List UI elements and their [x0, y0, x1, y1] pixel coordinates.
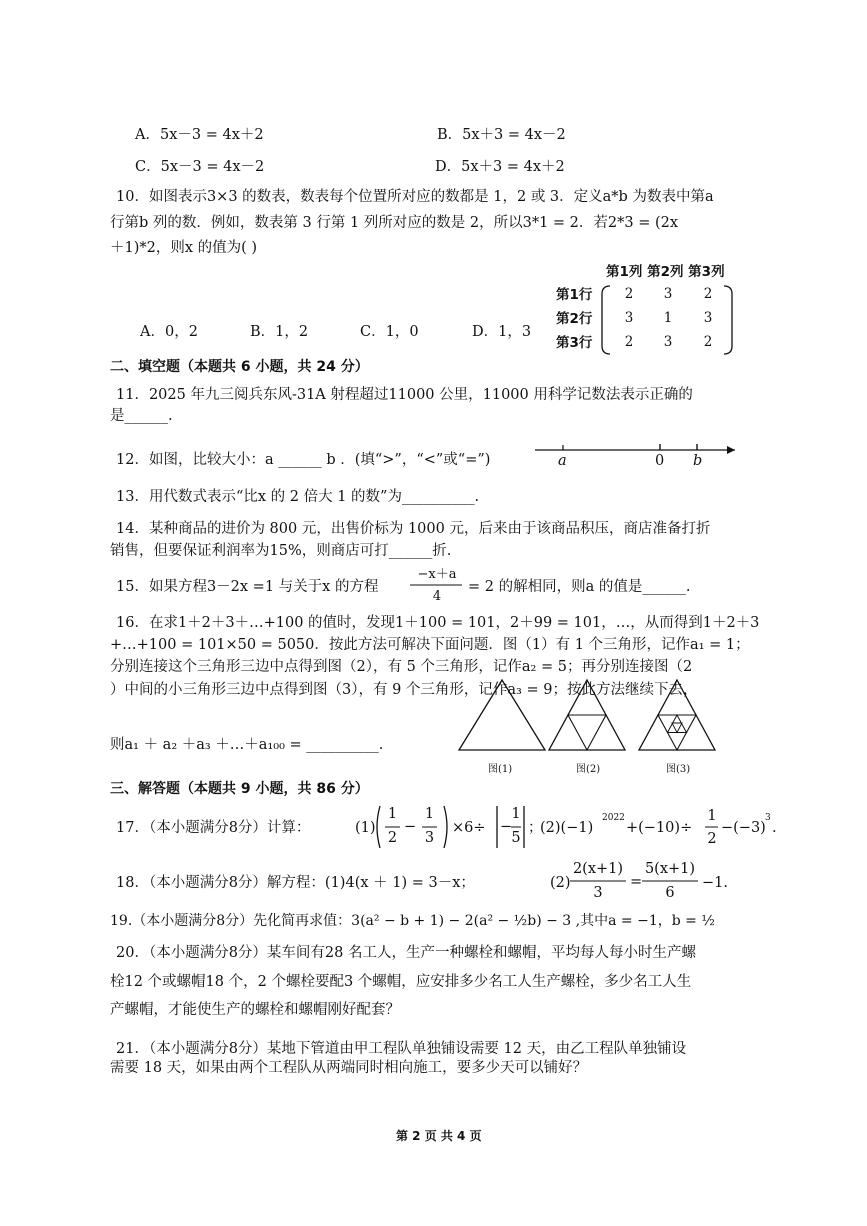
q9-option-c: C．5x－3 = 4x－2: [135, 159, 265, 175]
q17-p2-num: 1: [707, 808, 717, 824]
q17-p1-den2: 3: [424, 830, 435, 846]
q19-text: 19.（本小题满分8分）先化简再求值：3(a² − b + 1) − 2(a² − ½b) − 3 ,其中a = −1，b = ½: [110, 913, 715, 929]
matrix-cell: 2: [703, 286, 713, 302]
q10-line1: 10．如图表示3×3 的数表，数表每个位置所对应的数都是 1，2 或 3．定义a*b 为数表中第a: [116, 189, 714, 205]
matrix-cell: 2: [624, 286, 634, 302]
q17-p1-mid: ×6÷: [452, 820, 486, 836]
figure-caption: 图(3): [666, 764, 691, 775]
q15-post: = 2 的解相同，则a 的值是______.: [468, 579, 691, 595]
q17-p2-exp: 2022: [602, 813, 625, 823]
q17-p2-label: (2)(−1): [540, 820, 594, 836]
triangle-figure-3: [637, 678, 719, 752]
q17-p2-tail: −(−3): [721, 820, 766, 836]
matrix-cell: 3: [663, 334, 673, 350]
q9-option-d: D．5x＋3 = 4x＋2: [435, 159, 565, 175]
q17-p1-den3: 5: [511, 830, 521, 846]
matrix-row-label: 第1行: [556, 287, 593, 303]
q18-p2-end: −1.: [702, 875, 728, 891]
q15-fraction-num: −x＋a: [417, 567, 457, 582]
matrix-row-label: 第3行: [556, 335, 593, 351]
page-number: 第 2 页 共 4 页: [396, 1129, 482, 1143]
q9-option-a: A．5x－3 = 4x＋2: [135, 127, 264, 143]
q20-line3: 产螺帽，才能使生产的螺栓和螺帽刚好配套？: [110, 1002, 400, 1018]
q18-lead: 18．（本小题满分8分）解方程：(1)4(x ＋ 1) = 3－x；: [116, 875, 475, 891]
q10-option-d: D．1，3: [472, 324, 532, 340]
number-line-label-0: 0: [655, 453, 665, 469]
q14-line1: 14．某种商品的进价为 800 元，出售价标为 1000 元，后来由于该商品积压，商店准备打折: [116, 521, 711, 537]
q11-line2: 是______.: [110, 408, 173, 424]
q13-text: 13．用代数式表示“比x 的 2 倍大 1 的数”为__________.: [116, 489, 480, 505]
matrix-cell: 3: [703, 310, 713, 326]
number-line-label-a: a: [558, 453, 567, 469]
q16-line4: ）中间的小三角形三边中点得到图（3），有 9 个三角形，记作a₃ = 9；按此方法继续下去，: [110, 682, 698, 698]
q10-line2: 行第b 列的数．例如，数表第 3 行第 1 列所对应的数是 2，所以3*1 = 2．若2*3 = (2x: [110, 215, 679, 231]
section-title: 二、填空题（本题共 6 小题，共 24 分）: [110, 359, 369, 375]
q17-p2-den: 2: [707, 831, 717, 847]
q17-p1-num3: 1: [511, 806, 521, 822]
matrix-cell: 3: [663, 286, 673, 302]
matrix-cell: 2: [703, 334, 713, 350]
q18-p2-den1: 3: [593, 885, 603, 901]
section-title: 三、解答题（本题共 9 小题，共 86 分）: [110, 781, 369, 797]
q18-p2-den2: 6: [665, 885, 675, 901]
q16-line5: 则a₁ ＋ a₂ ＋a₃ ＋…＋a₁₀₀ = __________.: [110, 737, 384, 753]
q18-p2-num1: 2(x+1): [572, 861, 624, 877]
q10-option-c: C．1，0: [360, 324, 419, 340]
matrix-cell: 1: [663, 310, 673, 326]
q17-p2-exp2: 3: [765, 813, 771, 823]
matrix-row-label: 第2行: [556, 311, 593, 327]
number-line-label-b: b: [693, 453, 703, 469]
q17-p1-num2: 1: [424, 806, 435, 822]
q17-p1-end: ；: [528, 820, 543, 836]
q21-line2: 需要 18 天，如果由两个工程队从两端同时相向施工，要多少天可以铺好？: [110, 1060, 588, 1076]
q20-line1: 20．（本小题满分8分）某车间有28 名工人，生产一种螺栓和螺帽，平均每人每小时生产螺: [116, 945, 696, 961]
q10-option-a: A．0，2: [140, 324, 198, 340]
q15-pre: 15．如果方程3－2x =1 与关于x 的方程: [116, 579, 379, 595]
q10-line3: ＋1)*2，则x 的值为( ): [110, 240, 258, 256]
q17-p1-den1: 2: [387, 830, 398, 846]
triangle-figure-1: [457, 678, 549, 752]
q16-line3: 分别连接这个三角形三边中点得到图（2），有 5 个三角形，记作a₂ = 5；再分别连接图（2: [110, 659, 693, 675]
q16-line1: 16．在求1＋2＋3＋…+100 的值时，发现1＋100 = 101，2＋99 = 101，…，从而得到1＋2＋3: [116, 615, 760, 631]
q18-p2-num2: 5(x+1): [644, 861, 696, 877]
q18-p2-eq: =: [630, 874, 643, 890]
q14-line2: 销售，但要保证利润率为15%，则商店可打______折.: [110, 543, 452, 559]
q10-option-b: B．1，2: [250, 324, 309, 340]
q21-line1: 21．（本小题满分8分）某地下管道由甲工程队单独铺设需要 12 天，由乙工程队单独铺设: [116, 1041, 687, 1057]
q20-line2: 栓12 个或螺帽18 个，2 个螺栓要配3 个螺帽，应安排多少名工人生产螺栓，多少名工人生: [110, 974, 692, 990]
q17-p2-mid: +(−10)÷: [626, 820, 693, 836]
q18-p2-label: (2): [550, 875, 571, 891]
matrix-cell: 3: [624, 310, 634, 326]
q16-line2: +…+100 = 101×50 = 5050．按此方法可解决下面问题．图（1）有 1 个三角形，记作a₁ = 1；: [110, 637, 750, 653]
q15-fraction-den: 4: [432, 589, 442, 604]
q12-text: 12．如图，比较大小：a ______ b ．(填“>”，“<”或“=”): [116, 452, 491, 468]
matrix-cell: 2: [624, 334, 634, 350]
q17-p1-num1: 1: [387, 806, 398, 822]
figure-caption: 图(2): [576, 764, 601, 775]
matrix-col-headers: 第1列 第2列 第3列: [606, 264, 725, 280]
q17-p1-label: (1): [355, 820, 376, 836]
q17-p1-minus: −: [404, 819, 417, 835]
figure-caption: 图(1): [488, 764, 513, 775]
q17-lead: 17．（本小题满分8分）计算：: [116, 820, 311, 836]
triangle-figure-2: [547, 678, 629, 752]
q9-option-b: B．5x＋3 = 4x－2: [437, 127, 566, 143]
q11-line1: 11．2025 年九三阅兵东风-31A 射程超过11000 公里，11000 用科学记数法表示正确的: [116, 387, 693, 403]
q17-p1-neg: −: [500, 819, 513, 835]
q17-p2-end: .: [772, 820, 777, 836]
